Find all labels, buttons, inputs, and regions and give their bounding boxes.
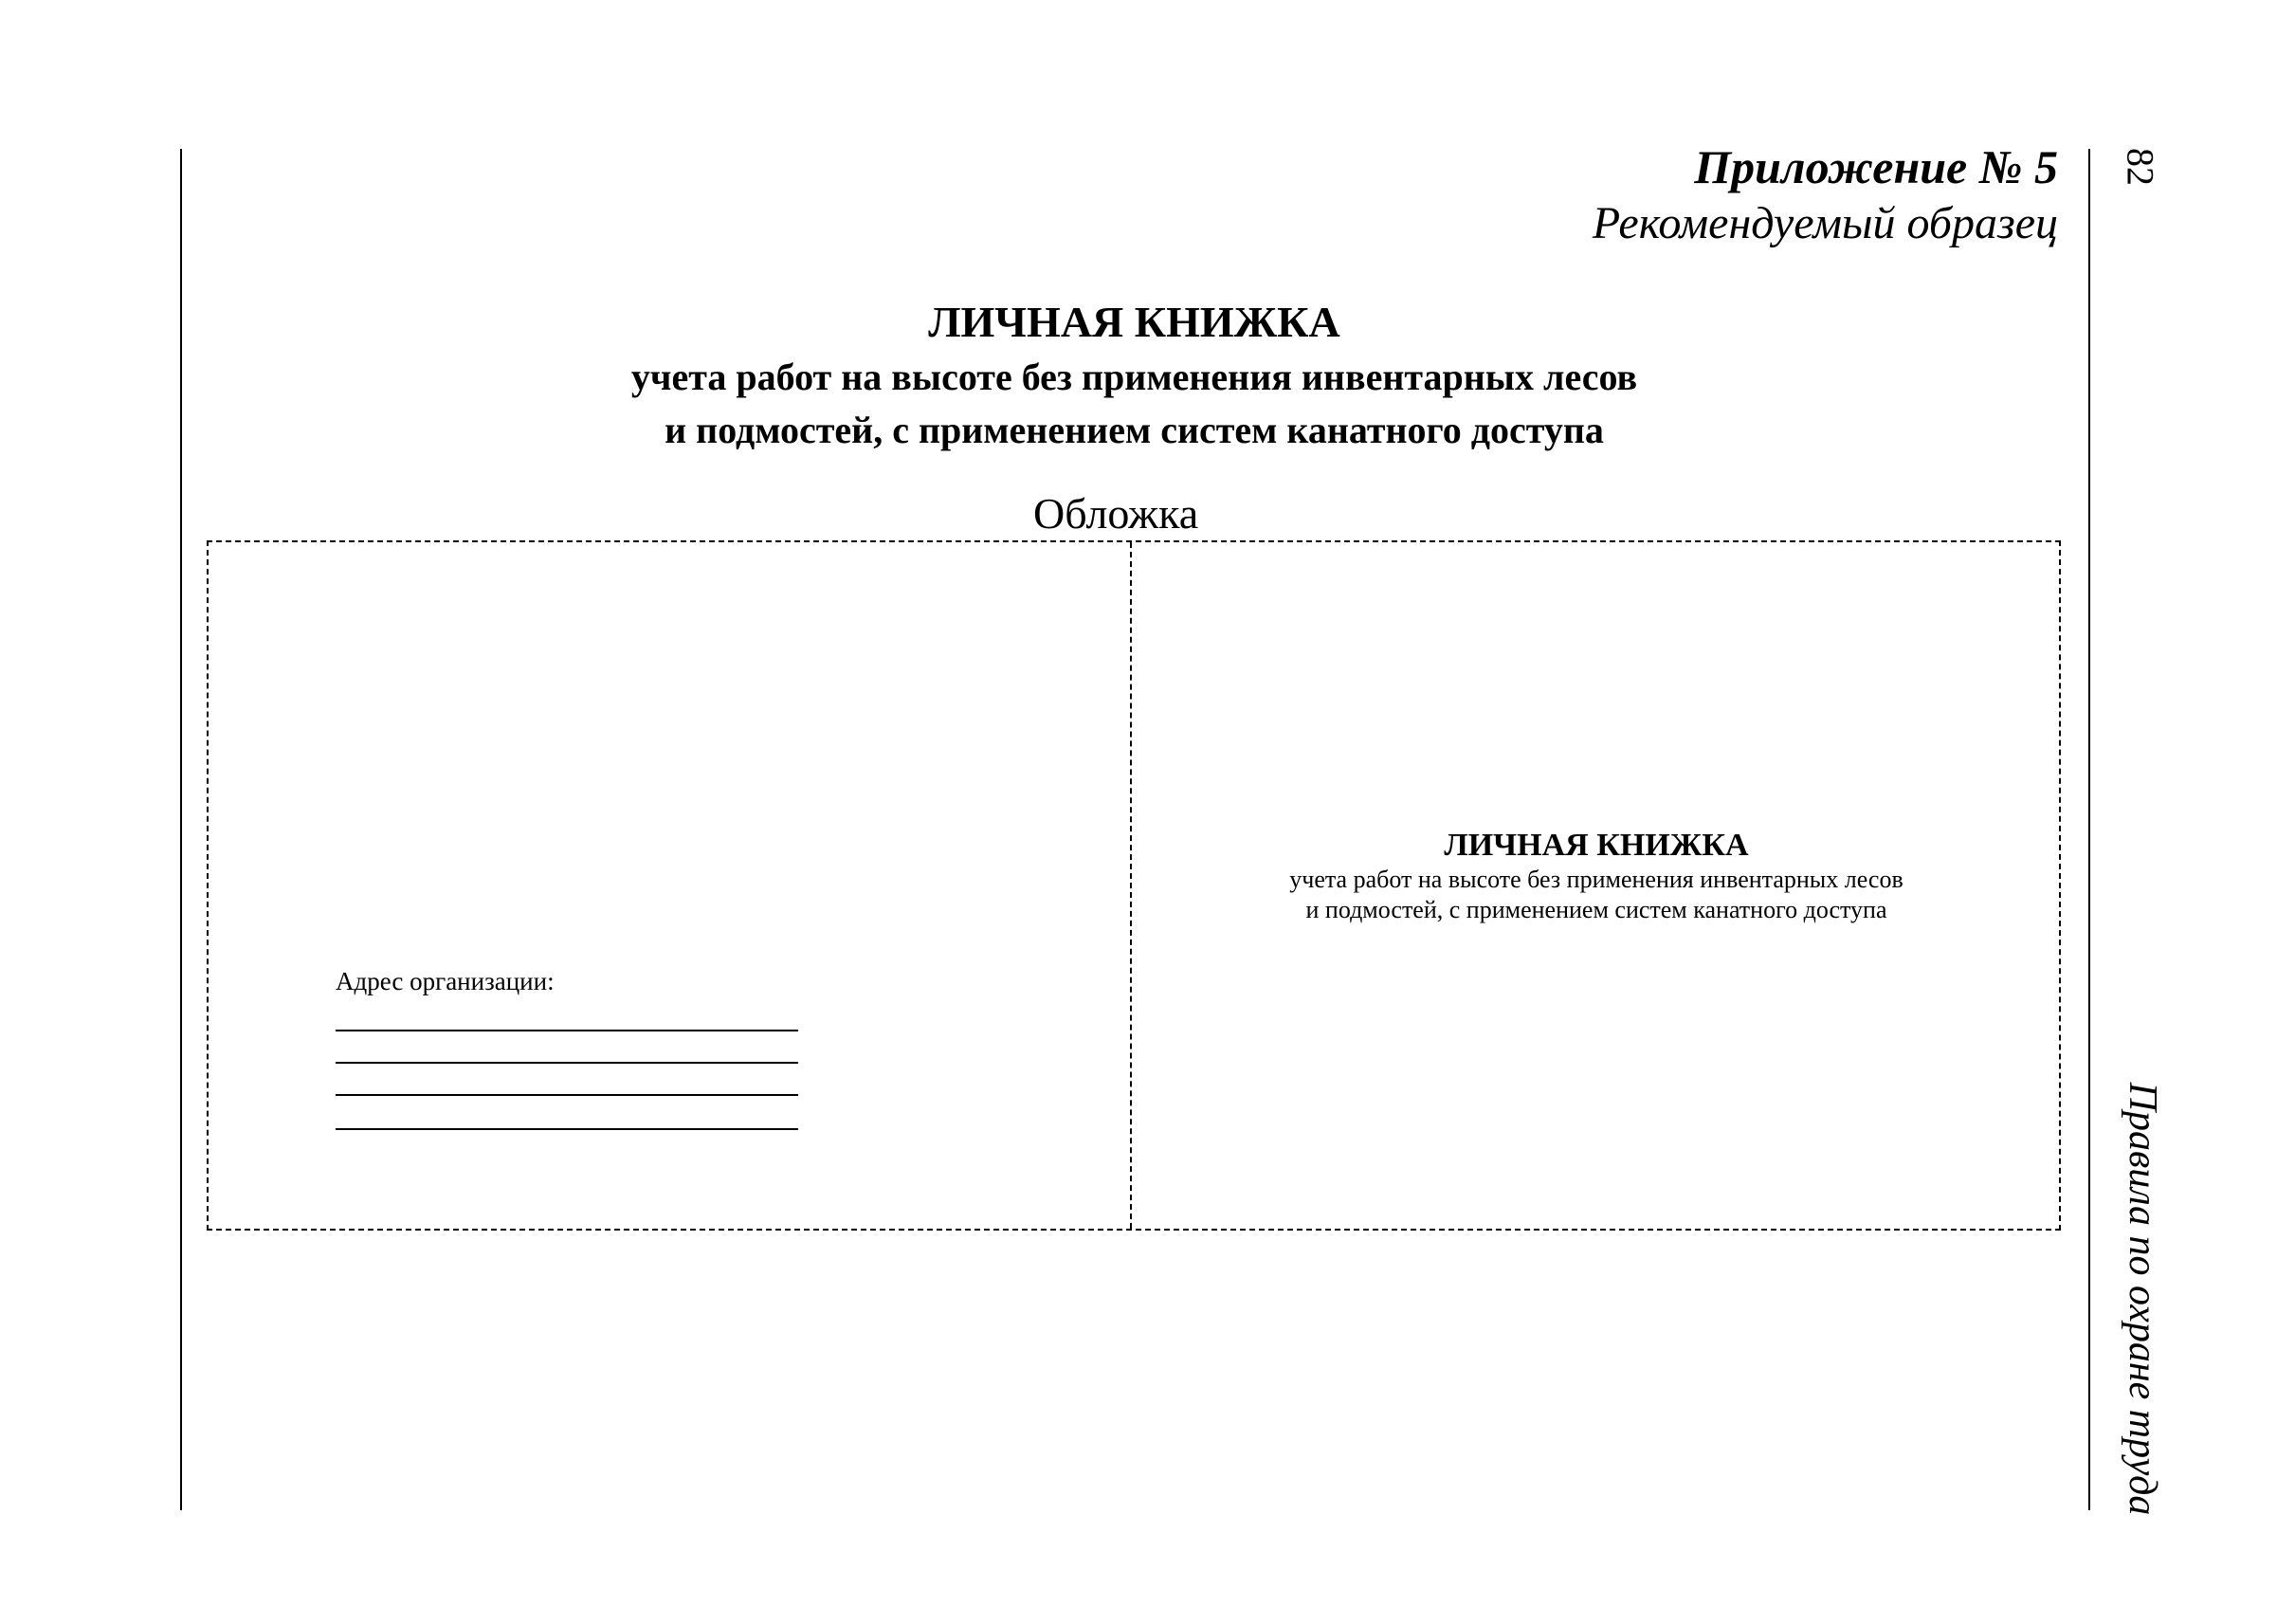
address-label: Адрес организации: (336, 967, 555, 995)
front-cover (1132, 542, 2061, 1229)
document-heading (180, 294, 2088, 457)
front-cover-heading (1132, 827, 2061, 925)
address-line (336, 1094, 798, 1096)
appendix-block (1593, 138, 2058, 252)
page-number: 82 (2119, 148, 2162, 186)
right-margin-rule (2088, 149, 2090, 1510)
running-title: Правила по охране труда (2121, 1082, 2164, 1516)
front-cover-title: ЛИЧНАЯ КНИЖКА (1444, 828, 1749, 863)
document-subtitle-line-1: учета работ на высоте без применения инвентарных лесов (630, 356, 1638, 398)
address-line (336, 1062, 798, 1064)
document-subtitle-line-2: и подмостей, с применением систем канатного доступа (665, 409, 1604, 451)
address-line (336, 1030, 798, 1031)
back-cover (209, 542, 1130, 1229)
front-cover-subtitle-line-2: и подмостей, с применением систем канатного доступа (1305, 896, 1887, 923)
appendix-note: Рекомендуемый образец (1592, 198, 2058, 248)
front-cover-subtitle-line-1: учета работ на высоте без применения инвентарных лесов (1289, 866, 1903, 893)
appendix-number: Приложение № 5 (1694, 140, 2058, 193)
document-title: ЛИЧНАЯ КНИЖКА (928, 298, 1340, 346)
cover-label: Обложка (1033, 489, 1199, 538)
address-line (336, 1128, 798, 1130)
cover-layout-frame (207, 540, 2061, 1231)
